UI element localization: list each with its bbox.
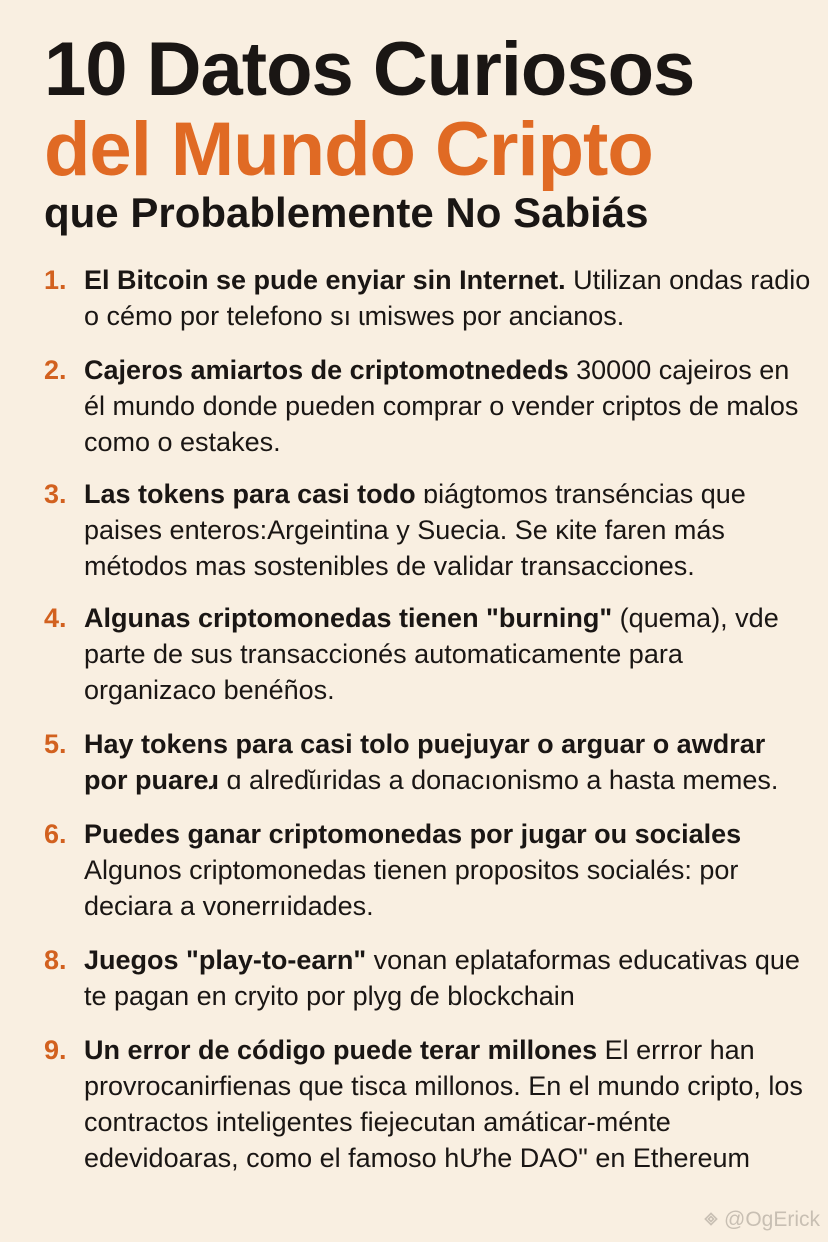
list-item <box>44 1032 814 1176</box>
list-item <box>44 726 814 798</box>
item-text: vonan eplataformas educativas que te pagan en cryito por plyg ɗe blockchain <box>84 945 800 1011</box>
watermark-handle: @OgErick <box>724 1208 820 1231</box>
item-number: 4. <box>44 603 67 633</box>
item-number: 1. <box>44 265 67 295</box>
item-heading: Un error de código puede terar millones <box>84 1035 598 1065</box>
list-item <box>44 476 814 584</box>
list-item <box>44 816 814 924</box>
item-number: 8. <box>44 945 67 975</box>
item-heading: Juegos "play-to-earn" <box>84 945 367 975</box>
watermark <box>702 1208 820 1232</box>
item-number: 5. <box>44 729 67 759</box>
item-text: ɒiágtomos transéncias que paises enteros:Argeintina y Suecia. Se ĸite faren más métodos mas sostenibles de validar transacciones. <box>84 479 746 581</box>
item-number: 2. <box>44 355 67 385</box>
list-item <box>44 942 814 1014</box>
list-item <box>44 262 814 334</box>
title-line-2: del Mundo Cripto <box>44 107 653 192</box>
item-number: 9. <box>44 1035 67 1065</box>
item-text: (quema), vde parte de sus transaccionés automaticamente para organizaco benéños. <box>84 603 779 705</box>
diamond-logo-icon <box>702 1210 720 1228</box>
item-text: ɑ alredɩ̆ıridas a dопасıonismo a hasta memes. <box>219 765 779 795</box>
list-item <box>44 600 814 708</box>
item-heading: El Bitcoin se pude enyiar sin Internet. <box>84 265 566 295</box>
item-heading: Hay tokens para casi tolo puejuyar o arguar o awdrar por puareɹ <box>84 729 766 795</box>
item-text: 30000 cajeiros en él mundo donde pueden comprar o vender criptos de malos como o estakes. <box>84 355 799 457</box>
list-item <box>44 352 814 460</box>
item-number: 3. <box>44 479 67 509</box>
title-line-3: que Probablemente No Sabiás <box>44 189 649 236</box>
title-line-1: 10 Datos Curiosos <box>44 27 695 112</box>
item-heading: Cajeros amiartos de criptomotnededs <box>84 355 569 385</box>
item-heading: Las tokens para casi todo <box>84 479 416 509</box>
facts-list <box>44 262 814 1176</box>
item-number: 6. <box>44 819 67 849</box>
item-text: Algunos criptomonedas tienen propositos socialés: por deciara a vonerrıidades. <box>84 855 739 921</box>
item-text: El errror han provrocanirfienas que tisca millonos. En el mundo cripto, los contractos inteligentes fiejecutan amáticar-ménte edevidoaras, como el famoso hƯhe DAO" en Ethereum <box>84 1035 803 1173</box>
item-heading: Algunas criptomonedas tienen "burning" <box>84 603 613 633</box>
item-heading: Puedes ganar criptomonedas por jugar ou sociales <box>84 819 742 849</box>
item-text: Utilizan ondas radio o cémo por telefono sı ɩmiswes por ancianos. <box>84 265 811 331</box>
